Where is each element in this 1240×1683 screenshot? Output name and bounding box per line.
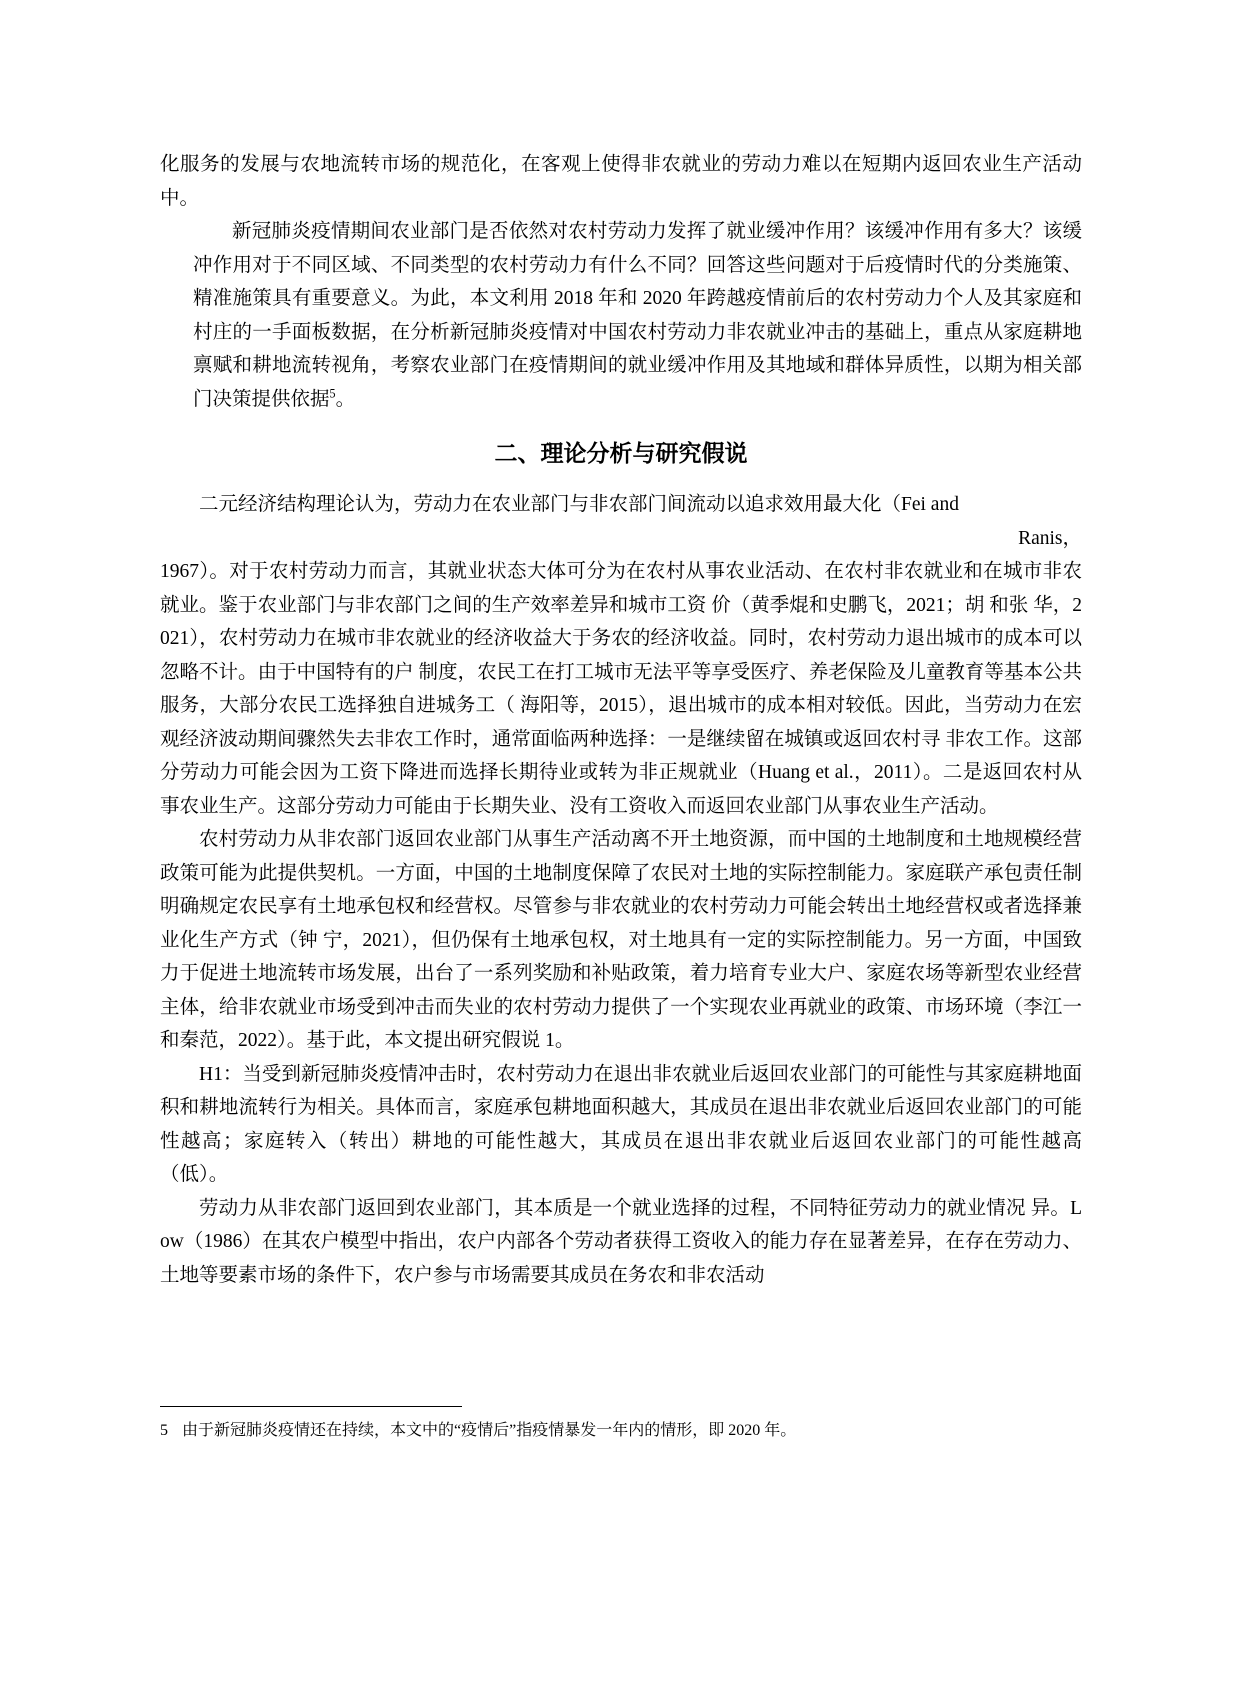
text-run: Ranis， xyxy=(1018,527,1082,549)
text-run: H1：当受到新冠肺炎疫情冲击时，农村劳动力在退出非农就业后返回农业部门的可能性与其家庭耕地面积和耕地流转行为相关。具体而言，家庭承包耕地面积越大，其成员在退出非农就业后返回农业部门的可能性越高；家庭转入（转出）耕地的可能性越大，其成员在退出非农就业后返回农业部门的可能性越高（低）。 xyxy=(160,1063,1082,1185)
footnote-text: 由于新冠肺炎疫情还在持续，本文中的“疫情后”指疫情暴发一年内的情形，即 2020 年。 xyxy=(182,1422,797,1439)
paragraph-land-system xyxy=(160,823,1082,1058)
paragraph-dual-economy-theory-ranis xyxy=(160,522,1082,556)
paragraph-continuation-from-previous-page xyxy=(160,148,1082,215)
paragraph-dual-economy-theory-body xyxy=(160,555,1082,823)
section-heading: 二、理论分析与研究假说 xyxy=(494,440,748,466)
paragraph-hypothesis-1 xyxy=(160,1058,1082,1192)
footnote xyxy=(160,1419,1082,1443)
text-run: 化服务的发展与农地流转市场的规范化，在客观上使得非农就业的劳动力难以在短期内返回农业生产活动中。 xyxy=(160,154,1082,209)
paragraph-employment-choice xyxy=(160,1192,1082,1293)
footnote-separator-rule xyxy=(160,1406,462,1407)
text-run: 农村劳动力从非农部门返回农业部门从事生产活动离不开土地资源，而中国的土地制度和土地规模经营政策可能为此提供契机。一方面，中国的土地制度保障了农民对土地的实际控制能力。家庭联产承包责任制明确规定农民享有土地承包权和经营权。尽管参与非农就业的农村劳动力可能会转出土地经营权或者选择兼业化生产方式（钟 宁，2021），但仍保有土地承包权，对土地具有一定的实际控制能力。另一方面，中国致力于促进土地流转市场发展，出台了一系列奖励和补贴政策，着力培育专业大户、家庭农场等新型农业经营主体，给非农就业市场受到冲击而失业的农村劳动力提供了一个实现农业再就业的政策、市场环境（李江一和秦范，2022）。基于此，本文提出研究假说 1。 xyxy=(160,829,1082,1051)
text-run: 二元经济结构理论认为，劳动力在农业部门与非农部门间流动以追求效用最大化（Fei and xyxy=(199,494,959,515)
footnote-marker: 5 xyxy=(329,386,336,400)
paragraph-research-questions xyxy=(160,215,1082,416)
text-run: 劳动力从非农部门返回到农业部门，其本质是一个就业选择的过程，不同特征劳动力的就业情况 异。Low（1986）在其农户模型中指出，农户内部各个劳动者获得工资收入的能力存在显著差异，在存在劳动力、土地等要素市场的条件下，农户参与市场需要其成员在务农和非农活动 xyxy=(160,1197,1082,1286)
text-run: 1967）。对于农村劳动力而言，其就业状态大体可分为在农村从事农业活动、在农村非农就业和在城市非农就业。鉴于农业部门与非农部门之间的生产效率差异和城市工资 价（黄季焜和史鹏飞，2021；胡 和张 华，2021），农村劳动力在城市非农就业的经济收益大于务农的经济收益。同时，农村劳动力退出城市的成本可以忽略不计。由于中国特有的户 制度，农民工在打工城市无法平等享受医疗、养老保险及儿童教育等基本公共服务，大部分农民工选择独自进城务工（ 海阳等，2015），退出城市的成本相对较低。因此，当劳动力在宏观经济波动期间骤然失去非农工作时，通常面临两种选择：一是继续留在城镇或返回农村寻 非农工作。这部分劳动力可能会因为工资下降进而选择长期待业或转为非正规就业（Huang et al.，2011）。二是返回农村从事农业生产。这部分劳动力可能由于长期失业、没有工资收入而返回农业部门从事农业生产活动。 xyxy=(160,561,1082,817)
footnote-number: 5 xyxy=(160,1422,168,1439)
text-run: 。 xyxy=(335,388,356,410)
paragraph-dual-economy-theory-line1 xyxy=(160,488,1082,522)
footnote-area xyxy=(160,1406,1082,1443)
document-body xyxy=(160,148,1082,1392)
text-run: 新冠肺炎疫情期间农业部门是否依然对农村劳动力发挥了就业缓冲作用？该缓冲作用有多大？该缓冲作用对于不同区域、不同类型的农村劳动力有什么不同？回答这些问题对于后疫情时代的分类施策、精准施策具有重要意义。为此，本文利用 2018 年和 2020 年跨越疫情前后的农村劳动力个人及其家庭和村庄的一手面板数据，在分析新冠肺炎疫情对中国农村劳动力非农就业冲击的基础上，重点从家庭耕地禀赋和耕地流转视角，考察农业部门在疫情期间的就业缓冲作用及其地域和群体异质性，以期为相关部门决策提供依据 xyxy=(193,221,1082,410)
